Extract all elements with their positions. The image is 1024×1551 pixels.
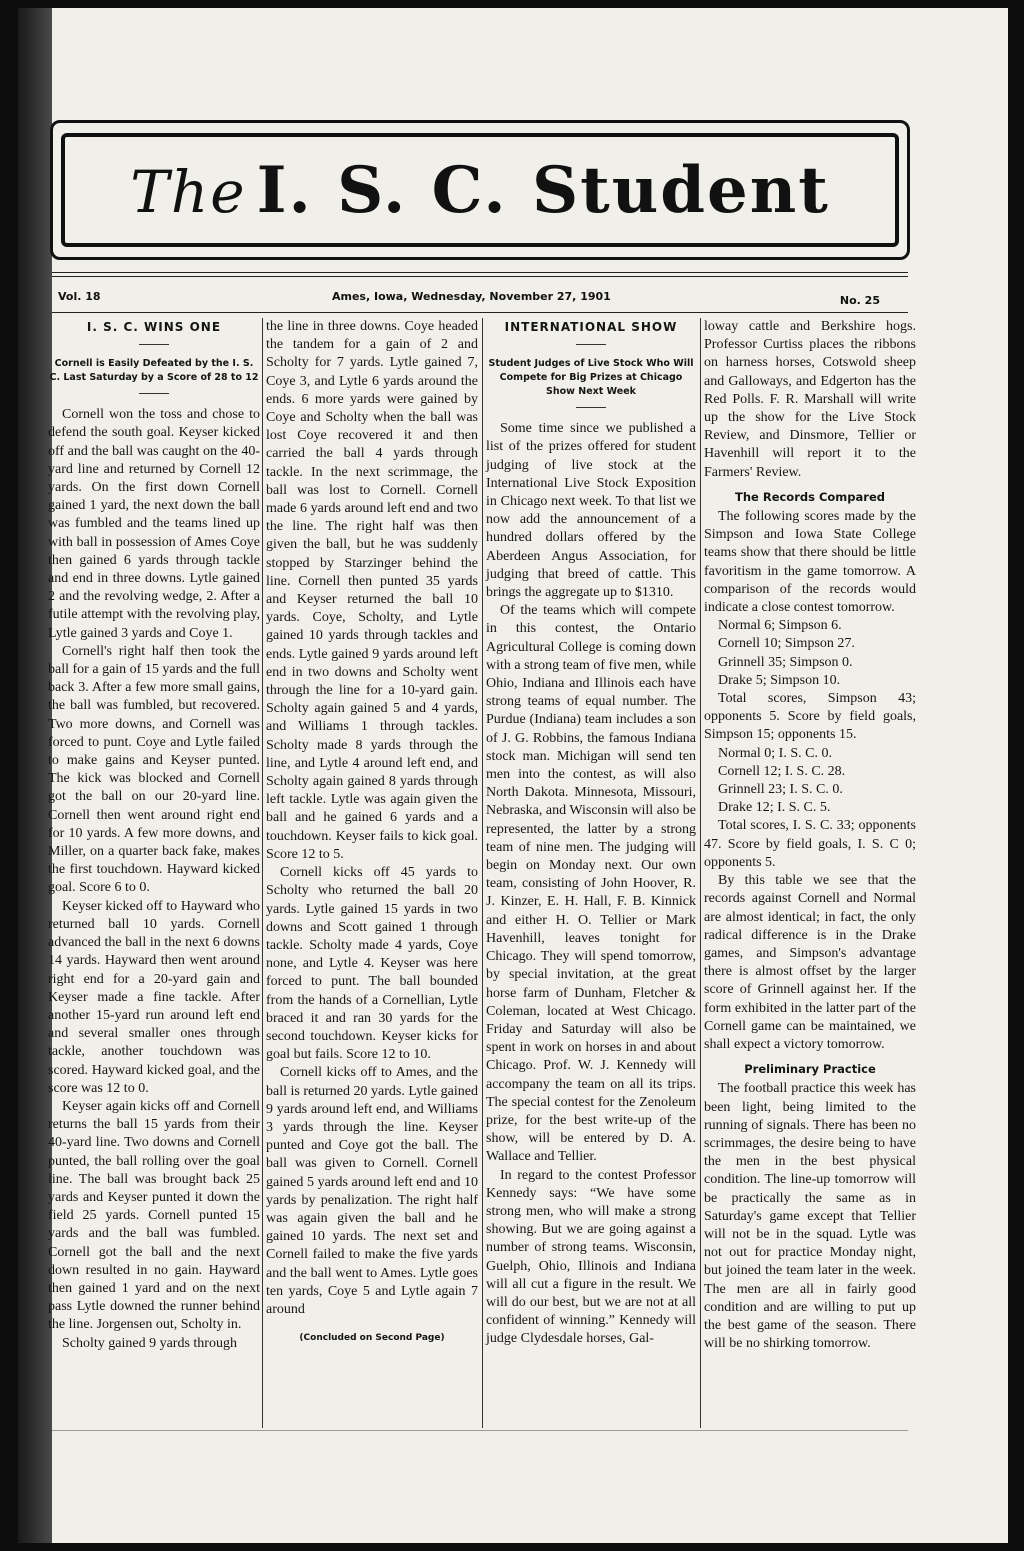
score-line: Drake 5; Simpson 10. xyxy=(718,672,841,688)
article-paragraph: Cornell kicks off 45 yards to Scholty who returned the ball 20 yards. Lytle gained 15 yards in two downs and Scott gained 1 through tackle. Scholty made 4 yards, Coye none, and Lytle 4. Keyser was here forced to punt. The ball bounded from the hands of a Cornellian, Lytle braced it and ran 30 yards for the second touchdown. Keyser kicks for goal but fails. Score 12 to 10. xyxy=(266,865,478,1063)
article-paragraph: the line in three downs. Coye headed the tandem for a gain of 2 and Scholty for 7 yards. Lytle gained 7, Coye 3, and Lytle 6 yards around the ends. 6 more yards were gained by Coye and Scholty when the ball was lost Coye recovered it and then carried the ball 4 yards through tackle. In the next scrimmage, the ball was lost to Cornell. Cornell made 6 yards around left end and two the line. The right half was then given the ball, but he was suddenly stopped by Starzinger behind the line. Cornell then punted 35 yards and Keyser returned the ball 10 yards. Coye, Scholty, and Lytle gained 10 yards through tackles and ends. Lytle gained 9 yards around left end in two downs and Scholty went through the line for a 10-yard gain. Scholty again gained 5 and 4 yards, and Williams 1 through tackles. Scholty made 8 yards through the line, and Lytle 4 around left end, and Scholty again gained 8 yards through left tackle. Lytle was again given the ball and he gained 6 yards and a touchdown. Keyser fails to kick goal. Score 12 to 5. xyxy=(266,319,478,862)
title-name: I. S. C. Student xyxy=(256,152,830,228)
article-paragraph: Of the teams which will compete in this contest, the Ontario Agricultural College is coming down with a strong team of five men, while Ohio, Indiana and Illinois each have strong teams of equal number. The Purdue (Indiana) team includes a son of J. G. Robbins, the famous Indiana stock man. Michigan will send ten men into the contest, as will also North Dakota. Minnesota, Missouri, Nebraska, and Wisconsin will also be represented, the latter by a strong team of nine men. The judging will begin on Monday next. Our own team, consisting of John Hoover, R. J. Kinzer, E. H. Hall, F. B. Kinnick and either H. O. Tellier or Mark Havenhill, leaves tonight for Chicago. They will spend tomorrow, by special invitation, at the great horse farm of Dunham, Fletcher & Coleman, located at West Chicago. Friday and Saturday will also be spent in work on horses in and about Chicago. Prof. W. J. Kennedy will accompany the team on all its trips. The special contest for the Zenoleum prize, for the best write-up of the show, will be entered by D. A. Wallace and Tellier. xyxy=(486,603,696,1165)
masthead xyxy=(50,120,910,260)
article-paragraph: Some time since we published a list of the prizes offered for student judging of live stock at the International Live Stock Exposition in Chicago next week. To that list we now add the announcement of a hundred dollars offered by the Aberdeen Angus Association, for judging that breed of cattle. This brings the aggregate up to $1310. xyxy=(486,421,696,601)
score-line: Grinnell 35; Simpson 0. xyxy=(718,654,853,670)
subhead-rule xyxy=(576,407,606,408)
dateline-rule-top xyxy=(52,272,908,273)
column-divider-3 xyxy=(700,318,701,1428)
issue-number: No. 25 xyxy=(839,294,880,307)
score-line: Normal 0; I. S. C. 0. xyxy=(718,745,832,761)
section-heading: Preliminary Practice xyxy=(744,1062,876,1077)
article-paragraph: Cornell kicks off to Ames, and the ball is returned 20 yards. Lytle gained 9 yards around left end, and Williams 3 yards through the line. Keyser punted and Coye got the ball. The ball was given to Cornell. Cornell gained 5 yards around left end and 10 yards by penalization. The right half was again given the ball and he gained 10 yards. The next set and Cornell failed to make the five yards and the ball went to Ames. Lytle goes ten yards, Coye 5 and Lytle again 7 around xyxy=(266,1065,478,1317)
score-line: Normal 6; Simpson 6. xyxy=(718,618,842,634)
article-subhead: Cornell is Easily Defeated by the I. S. C. Last Saturday by a Score of 28 to 12 xyxy=(49,358,259,384)
column-4 xyxy=(704,318,916,1353)
dateline xyxy=(52,290,908,308)
issue-date: Ames, Iowa, Wednesday, November 27, 1901 xyxy=(332,290,611,303)
column-divider-2 xyxy=(482,318,483,1428)
volume-number: Vol. 18 xyxy=(58,290,101,303)
article-paragraph: Scholty gained 9 yards through xyxy=(62,1335,237,1351)
column-divider-1 xyxy=(262,318,263,1428)
score-line: Cornell 12; I. S. C. 28. xyxy=(718,763,846,779)
continuation-note: (Concluded on Second Page) xyxy=(299,1333,445,1344)
score-line: Total scores, I. S. C. 33; opponents 47. Score by field goals, I. S. C 0; opponents 5. xyxy=(704,818,916,870)
score-line: Grinnell 23; I. S. C. 0. xyxy=(718,782,843,798)
article-paragraph: The football practice this week has been light, being limited to the running of signals. There has been no scrimmages, the desire being to have the men in the best physical condition. The line-up tomorrow will be practically the same as in Saturday's game except that Tellier will not be in the squad. Lytle was not out for practice Monday night, but joined the team later in the week. The men are all in fairly good condition and are willing to put up the best game of the season. There will be no shirking tomorrow. xyxy=(704,1081,916,1352)
article-paragraph: Cornell won the toss and chose to defend the south goal. Keyser kicked off and the ball was caught on the 40-yard line and returned by Cornell 12 yards. On the first down Cornell gained 1 yard, the next down the ball was fumbled and the teams lined up with ball in possession of Ames Coye then gained 6 yards through tackle and end in three downs. Lytle gained 2 and the revolving wedge, 2. After a futile attempt with the revolving play, Lytle gained 3 yards and Coye 1. xyxy=(48,407,260,641)
article-headline: I. S. C. WINS ONE xyxy=(86,320,222,334)
article-paragraph: Cornell's right half then took the ball for a gain of 15 yards and the full back 3. After a few more small gains, the ball was fumbled, but recovered. Two more downs, and Cornell was forced to punt. Coye and Lytle failed to make gains and Keyser punted. The kick was blocked and Cornell got the ball on our 20-yard line. Cornell then went around right end for 10 yards. A few more downs, and Miller, on a quarter back fake, makes the first touchdown. Hayward kicked goal. Score 6 to 0. xyxy=(48,643,260,896)
headline-rule xyxy=(139,344,169,345)
headline-rule xyxy=(576,344,606,345)
article-paragraph: loway cattle and Berkshire hogs. Professor Curtiss places the ribbons on harness horses, Cotswold sheep and Galloways, and Edgerton has the Red Polls. F. R. Marshall will write up the show for the Live Stock Review, and Dinsmore, Tellier or Havenhill will report it to the Farmers' Review. xyxy=(704,319,916,480)
page-binding xyxy=(18,8,52,1543)
article-subhead: Student Judges of Live Stock Who Will Compete for Big Prizes at Chicago Show Next Week xyxy=(488,358,694,398)
article-paragraph: By this table we see that the records against Cornell and Normal are almost identical; in fact, the only radical difference is in the Drake games, and Simpson's advantage there is almost offset by the larger score of Grinnell against her. If the form exhibited in the latter part of the Cornell game can be maintained, we shall expect a victory tomorrow. xyxy=(704,873,916,1052)
score-line: Cornell 10; Simpson 27. xyxy=(718,636,855,652)
score-line: Drake 12; I. S. C. 5. xyxy=(718,800,831,816)
subhead-rule xyxy=(139,393,169,394)
article-paragraph: Keyser kicked off to Hayward who returned ball 10 yards. Cornell advanced the ball in the next 6 downs 14 yards. Hayward then went around right end for a 20-yard gain and Keyser made a fine tackle. After another 15-yard run around left end and several smaller ones through tackle, another touchdown was scored. Hayward kicked goal, and the score was 12 to 0. xyxy=(48,898,260,1096)
dateline-rule-top-2 xyxy=(52,276,908,277)
article-paragraph: In regard to the contest Professor Kennedy says: “We have some strong men, who will make a strong showing. But we are going against a number of strong teams. Wisconsin, Guelph, Ohio, Illinois and Indiana will all cut a figure in the result. We will do our best, but we are not at all confident of winning.” Kennedy will judge Clydesdale horses, Gal- xyxy=(486,1167,696,1347)
newspaper-title xyxy=(130,153,830,228)
article-paragraph: Keyser again kicks off and Cornell returns the ball 15 yards from their 40-yard line. Two downs and Cornell punted, the ball rolling over the goal line. The ball was brought back 25 yards and Keyser punted it down the field 25 yards. Cornell punted 15 yards and the ball was fumbled. Cornell got the ball and the next down resulted in no gain. Hayward then gained 1 yard and on the next pass Lytle downed the runner behind the line. Jorgensen out, Scholty in. xyxy=(48,1098,260,1333)
page-bottom-rule xyxy=(52,1430,908,1431)
dateline-rule-bottom xyxy=(52,312,908,313)
column-1 xyxy=(48,318,260,1353)
article-paragraph: The following scores made by the Simpson and Iowa State College teams show that there should be little favoritism in the game tomorrow. A comparison of the records would indicate a close contest tomorrow. xyxy=(704,509,916,616)
masthead-frame xyxy=(61,133,899,247)
title-the: The xyxy=(130,157,247,226)
article-headline: INTERNATIONAL SHOW xyxy=(504,320,678,334)
column-3 xyxy=(486,318,696,1349)
section-heading: The Records Compared xyxy=(735,489,885,504)
column-2 xyxy=(266,318,478,1347)
score-line: Total scores, Simpson 43; opponents 5. Score by field goals, Simpson 15; opponents 15. xyxy=(704,691,916,743)
